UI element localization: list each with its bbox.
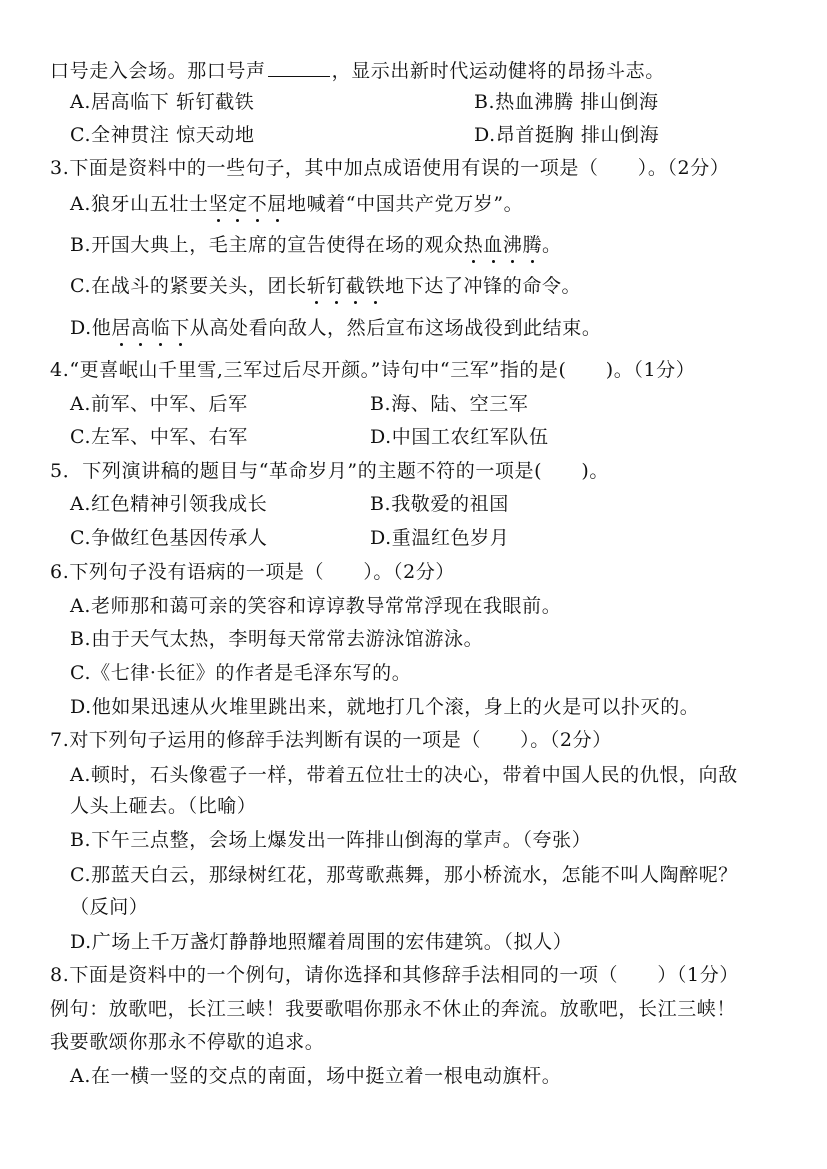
q7-option-a-line2[interactable]: 人头上砸去。（比喻） (70, 795, 257, 817)
dotted-char: 铁 (365, 275, 386, 297)
q4-stem: 4.“更喜岷山千里雪,三军过后尽开颜。”诗句中“三军”指的是( )。（1分） (50, 359, 696, 381)
q3-b-pre: B.开国大典上，毛主席的宣告使得在场的观众 (70, 234, 464, 256)
q3-option-b[interactable] (70, 233, 562, 257)
q8-example-line2: 我要歌颂你那永不停歇的追求。 (50, 1031, 325, 1053)
dotted-char: 临 (150, 317, 171, 339)
q2-stem-line (50, 58, 665, 83)
q5-option-a[interactable]: A.红色精神引领我成长 (70, 493, 268, 515)
q6-option-b[interactable]: B.由于天气太热，李明每天常常去游泳馆游泳。 (70, 628, 484, 650)
q6-option-d[interactable]: D.他如果迅速从火堆里跳出来，就地打几个滚，身上的火是可以扑灭的。 (70, 696, 700, 718)
q7-option-d[interactable]: D.广场上千万盏灯静静地照耀着周围的宏伟建筑。（拟人） (70, 931, 573, 953)
q6-option-a[interactable]: A.老师那和蔼可亲的笑容和谆谆教导常常浮现在我眼前。 (70, 595, 562, 617)
q4-option-c[interactable]: C.左军、中军、右军 (70, 426, 248, 448)
dotted-char: 斩 (306, 275, 327, 297)
dotted-char: 不 (247, 193, 268, 215)
dotted-char: 钉 (326, 275, 346, 297)
q6-option-c[interactable]: C.《七律·长征》的作者是毛泽东写的。 (70, 662, 412, 684)
q6-stem: 6.下列句子没有语病的一项是（ ）。（2分） (50, 561, 456, 583)
dotted-char: 居 (111, 317, 132, 339)
dotted-char: 腾 (522, 234, 543, 256)
q8-example-line1: 例句：放歌吧，长江三峡！我要歌唱你那永不休止的奔流。放歌吧，长江三峡！ (50, 998, 737, 1020)
q3-c-post: 地下达了冲锋的命令。 (385, 275, 582, 297)
q7-option-b[interactable]: B.下午三点整，会场上爆发出一阵排山倒海的掌声。（夸张） (70, 829, 592, 851)
dotted-char: 沸 (502, 234, 523, 256)
q4-option-d[interactable]: D.中国工农红军队伍 (370, 426, 549, 448)
q5-option-b[interactable]: B.我敬爱的祖国 (370, 493, 509, 515)
q3-a-pre: A.狼牙山五壮士 (70, 193, 209, 215)
q2-option-b[interactable]: B.热血沸腾 排山倒海 (474, 91, 659, 113)
q5-option-c[interactable]: C.争做红色基因传承人 (70, 527, 268, 549)
q7-option-a-line1[interactable]: A.顿时，石头像雹子一样，带着五位壮士的决心，带着中国人民的仇恨，向敌 (70, 764, 738, 786)
q3-d-pre: D.他 (70, 317, 112, 339)
q2-option-d[interactable]: D.昂首挺胸 排山倒海 (474, 124, 660, 146)
dotted-char: 截 (345, 275, 366, 297)
q3-c-pre: C.在战斗的紧要关头，团长 (70, 275, 307, 297)
q8-stem: 8.下面是资料中的一个例句，请你选择和其修辞手法相同的一项（ ）（1分） (50, 964, 739, 986)
q7-stem: 7.对下列句子运用的修辞手法判断有误的一项是（ ）。（2分） (50, 729, 612, 751)
q7-option-c-line1[interactable]: C.那蓝天白云，那绿树红花，那莺歌燕舞，那小桥流水，怎能不叫人陶醉呢？ (70, 864, 738, 886)
dotted-char: 坚 (208, 193, 229, 215)
q3-d-post: 从高处看向敌人，然后宣布这场战役到此结束。 (189, 317, 602, 339)
q4-option-b[interactable]: B.海、陆、空三军 (370, 393, 529, 415)
q2-option-a[interactable]: A.居高临下 斩钉截铁 (70, 91, 255, 113)
q3-option-a[interactable] (70, 192, 523, 216)
dotted-char: 下 (170, 317, 190, 339)
q3-b-post: 。 (542, 234, 562, 256)
dotted-char: 血 (483, 234, 503, 256)
q8-option-a[interactable]: A.在一横一竖的交点的南面，场中挺立着一根电动旗杆。 (70, 1065, 562, 1087)
q3-a-post: 地喊着“中国共产党万岁”。 (287, 193, 524, 215)
q7-option-c-line2[interactable]: （反问） (70, 896, 149, 918)
q3-option-d[interactable] (70, 316, 601, 340)
q2-stem-part2: ，显示出新时代运动健将的昂扬斗志。 (331, 60, 665, 82)
q5-option-d[interactable]: D.重温红色岁月 (370, 527, 510, 549)
dotted-char: 热 (463, 234, 484, 256)
q4-option-a[interactable]: A.前军、中军、后军 (70, 393, 248, 415)
dotted-char: 定 (228, 193, 248, 215)
dotted-char: 屈 (267, 193, 287, 215)
q2-answer-blank[interactable] (268, 58, 330, 77)
q2-stem-part1: 口号走入会场。那口号声 (50, 60, 266, 82)
q2-option-c[interactable]: C.全神贯注 惊天动地 (70, 124, 255, 146)
q3-option-c[interactable] (70, 274, 581, 298)
dotted-char: 高 (131, 317, 151, 339)
q3-stem: 3.下面是资料中的一些句子，其中加点成语使用有误的一项是（ ）。（2分） (50, 157, 730, 179)
q5-stem: 5．下列演讲稿的题目与“革命岁月”的主题不符的一项是( )。 (50, 460, 609, 482)
